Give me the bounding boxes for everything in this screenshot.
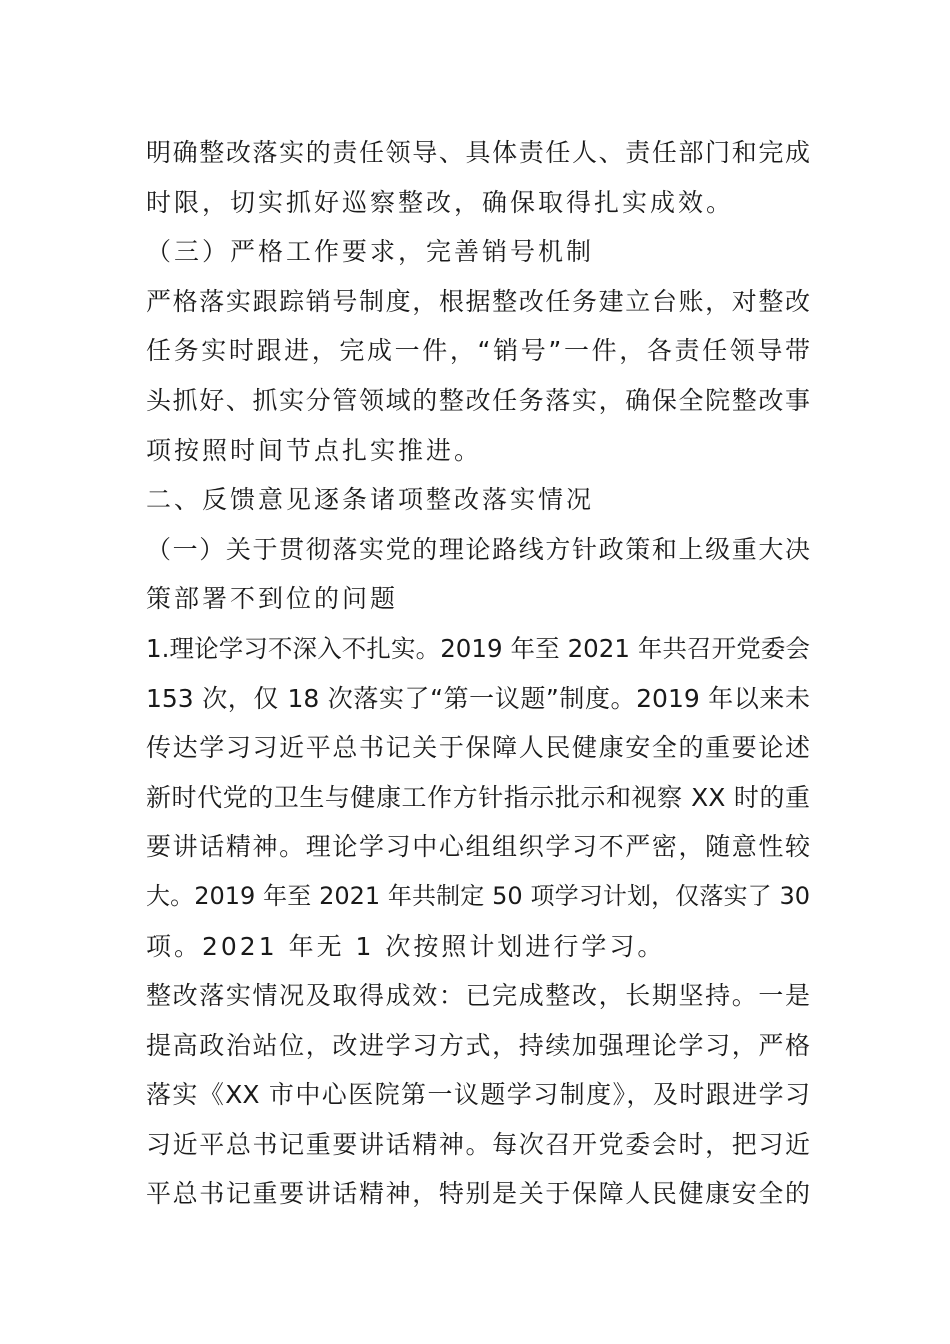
text-line: 新时代党的卫生与健康工作方针指示批示和视察 XX 时的重 [146, 782, 810, 812]
section-heading: （三）严格工作要求，完善销号机制 [146, 237, 595, 267]
text-line: 传达学习习近平总书记关于保障人民健康安全的重要论述 [146, 733, 810, 763]
text-line: 提高政治站位，改进学习方式，持续加强理论学习，严格 [146, 1030, 810, 1060]
text-line: 整改落实情况及取得成效：已完成整改，长期坚持。一是 [146, 981, 810, 1011]
text-line: 要讲话精神。理论学习中心组组织学习不严密，随意性较 [146, 832, 810, 862]
text-line: 项按照时间节点扎实推进。 [146, 435, 483, 465]
text-line: 1.理论学习不深入不扎实。2019 年至 2021 年共召开党委会 [146, 633, 810, 663]
text-line: 时限，切实抓好巡察整改，确保取得扎实成效。 [146, 187, 735, 217]
document-body [146, 128, 810, 1219]
section-heading: 二、反馈意见逐条诸项整改落实情况 [146, 485, 595, 515]
text-line: 153 次，仅 18 次落实了“第一议题”制度。2019 年以来未 [146, 683, 810, 713]
text-line: 任务实时跟进，完成一件，“销号”一件，各责任领导带 [146, 336, 810, 366]
text-line: 习近平总书记重要讲话精神。每次召开党委会时，把习近 [146, 1129, 810, 1159]
text-line: 落实《XX 市中心医院第一议题学习制度》，及时跟进学习 [146, 1080, 810, 1110]
text-line: 严格落实跟踪销号制度，根据整改任务建立台账，对整改 [146, 286, 810, 316]
section-heading: （一）关于贯彻落实党的理论路线方针政策和上级重大决 [146, 534, 810, 564]
text-line: 平总书记重要讲话精神，特别是关于保障人民健康安全的 [146, 1179, 810, 1209]
text-line: 大。2019 年至 2021 年共制定 50 项学习计划，仅落实了 30 [146, 881, 810, 910]
text-line: 明确整改落实的责任领导、具体责任人、责任部门和完成 [146, 138, 810, 167]
text-line: 项。2021 年无 1 次按照计划进行学习。 [146, 931, 666, 961]
text-line: 头抓好、抓实分管领域的整改任务落实，确保全院整改事 [146, 385, 810, 415]
section-heading: 策部署不到位的问题 [146, 584, 399, 614]
